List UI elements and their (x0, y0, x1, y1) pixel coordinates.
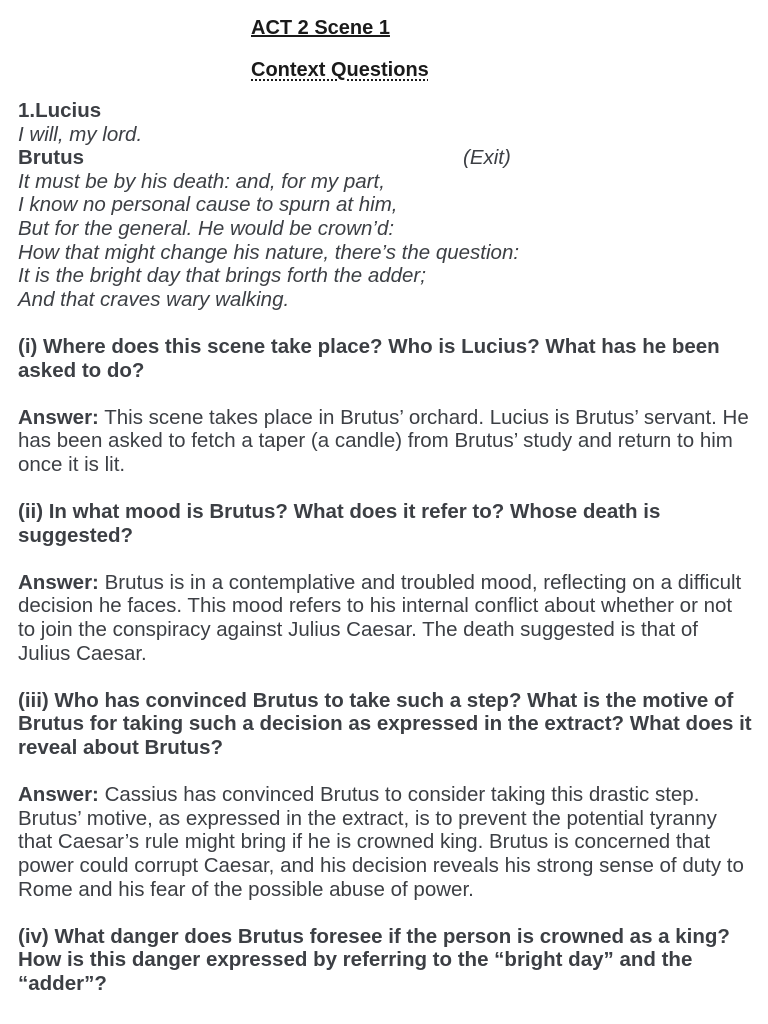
speaker-row-brutus (18, 146, 753, 170)
answer-2 (18, 571, 753, 665)
answer-text: Cassius has convinced Brutus to consider taking this drastic step. Brutus’ motive, as expressed in the extract, is to prevent the potential tyranny that Caesar’s rule might bring if he is crowned king. Brutus is concerned that power could corrupt Caesar, and his decision reveals his strong sense of duty to Rome and his fear of the possible abuse of power. (18, 783, 744, 901)
answer-label: Answer: (18, 405, 99, 429)
extract-line: How that might change his nature, there’s the question: (18, 240, 520, 264)
question-2: (ii) In what mood is Brutus? What does it refer to? Whose death is suggested? (18, 500, 661, 547)
answer-3 (18, 783, 753, 901)
answer-label: Answer: (18, 783, 99, 807)
extract-line: It must be by his death: and, for my part, (18, 169, 385, 193)
question-1: (i) Where does this scene take place? Who is Lucius? What has he been asked to do? (18, 334, 720, 382)
page-subtitle: Context Questions (251, 59, 429, 81)
play-extract (18, 99, 753, 311)
extract-line: It is the bright day that brings forth the adder; (18, 264, 426, 288)
extract-line: But for the general. He would be crown’d: (18, 216, 395, 240)
extract-line: I know no personal cause to spurn at him, (18, 193, 398, 217)
document-page (18, 16, 753, 996)
answer-text: Brutus is in a contemplative and troubled mood, reflecting on a difficult decision he faces. This mood refers to his internal conflict about whether or not to join the conspiracy against Julius Caesar. The death suggested is that of Julius Caesar. (18, 570, 742, 665)
answer-1 (18, 406, 753, 477)
answer-label: Answer: (18, 570, 99, 594)
extract-line: And that craves wary walking. (18, 287, 290, 311)
stage-direction: (Exit) (463, 146, 511, 170)
answer-text: This scene takes place in Brutus’ orchard. Lucius is Brutus’ servant. He has been asked to fetch a taper (a candle) from Brutus’ study and return to him once it is lit. (18, 405, 749, 476)
question-3: (iii) Who has convinced Brutus to take such a step? What is the motive of Brutus for taking such a decision as expressed in the extract? What does it reveal about Brutus? (18, 688, 752, 760)
speaker-brutus: Brutus (18, 146, 85, 170)
question-4: (iv) What danger does Brutus foresee if the person is crowned as a king? How is this danger expressed by referring to the “bright day” and the “adder”? (18, 924, 730, 995)
extract-line: I will, my lord. (18, 122, 143, 146)
speaker-lucius: 1.Lucius (18, 99, 102, 122)
page-title: ACT 2 Scene 1 (251, 17, 390, 39)
